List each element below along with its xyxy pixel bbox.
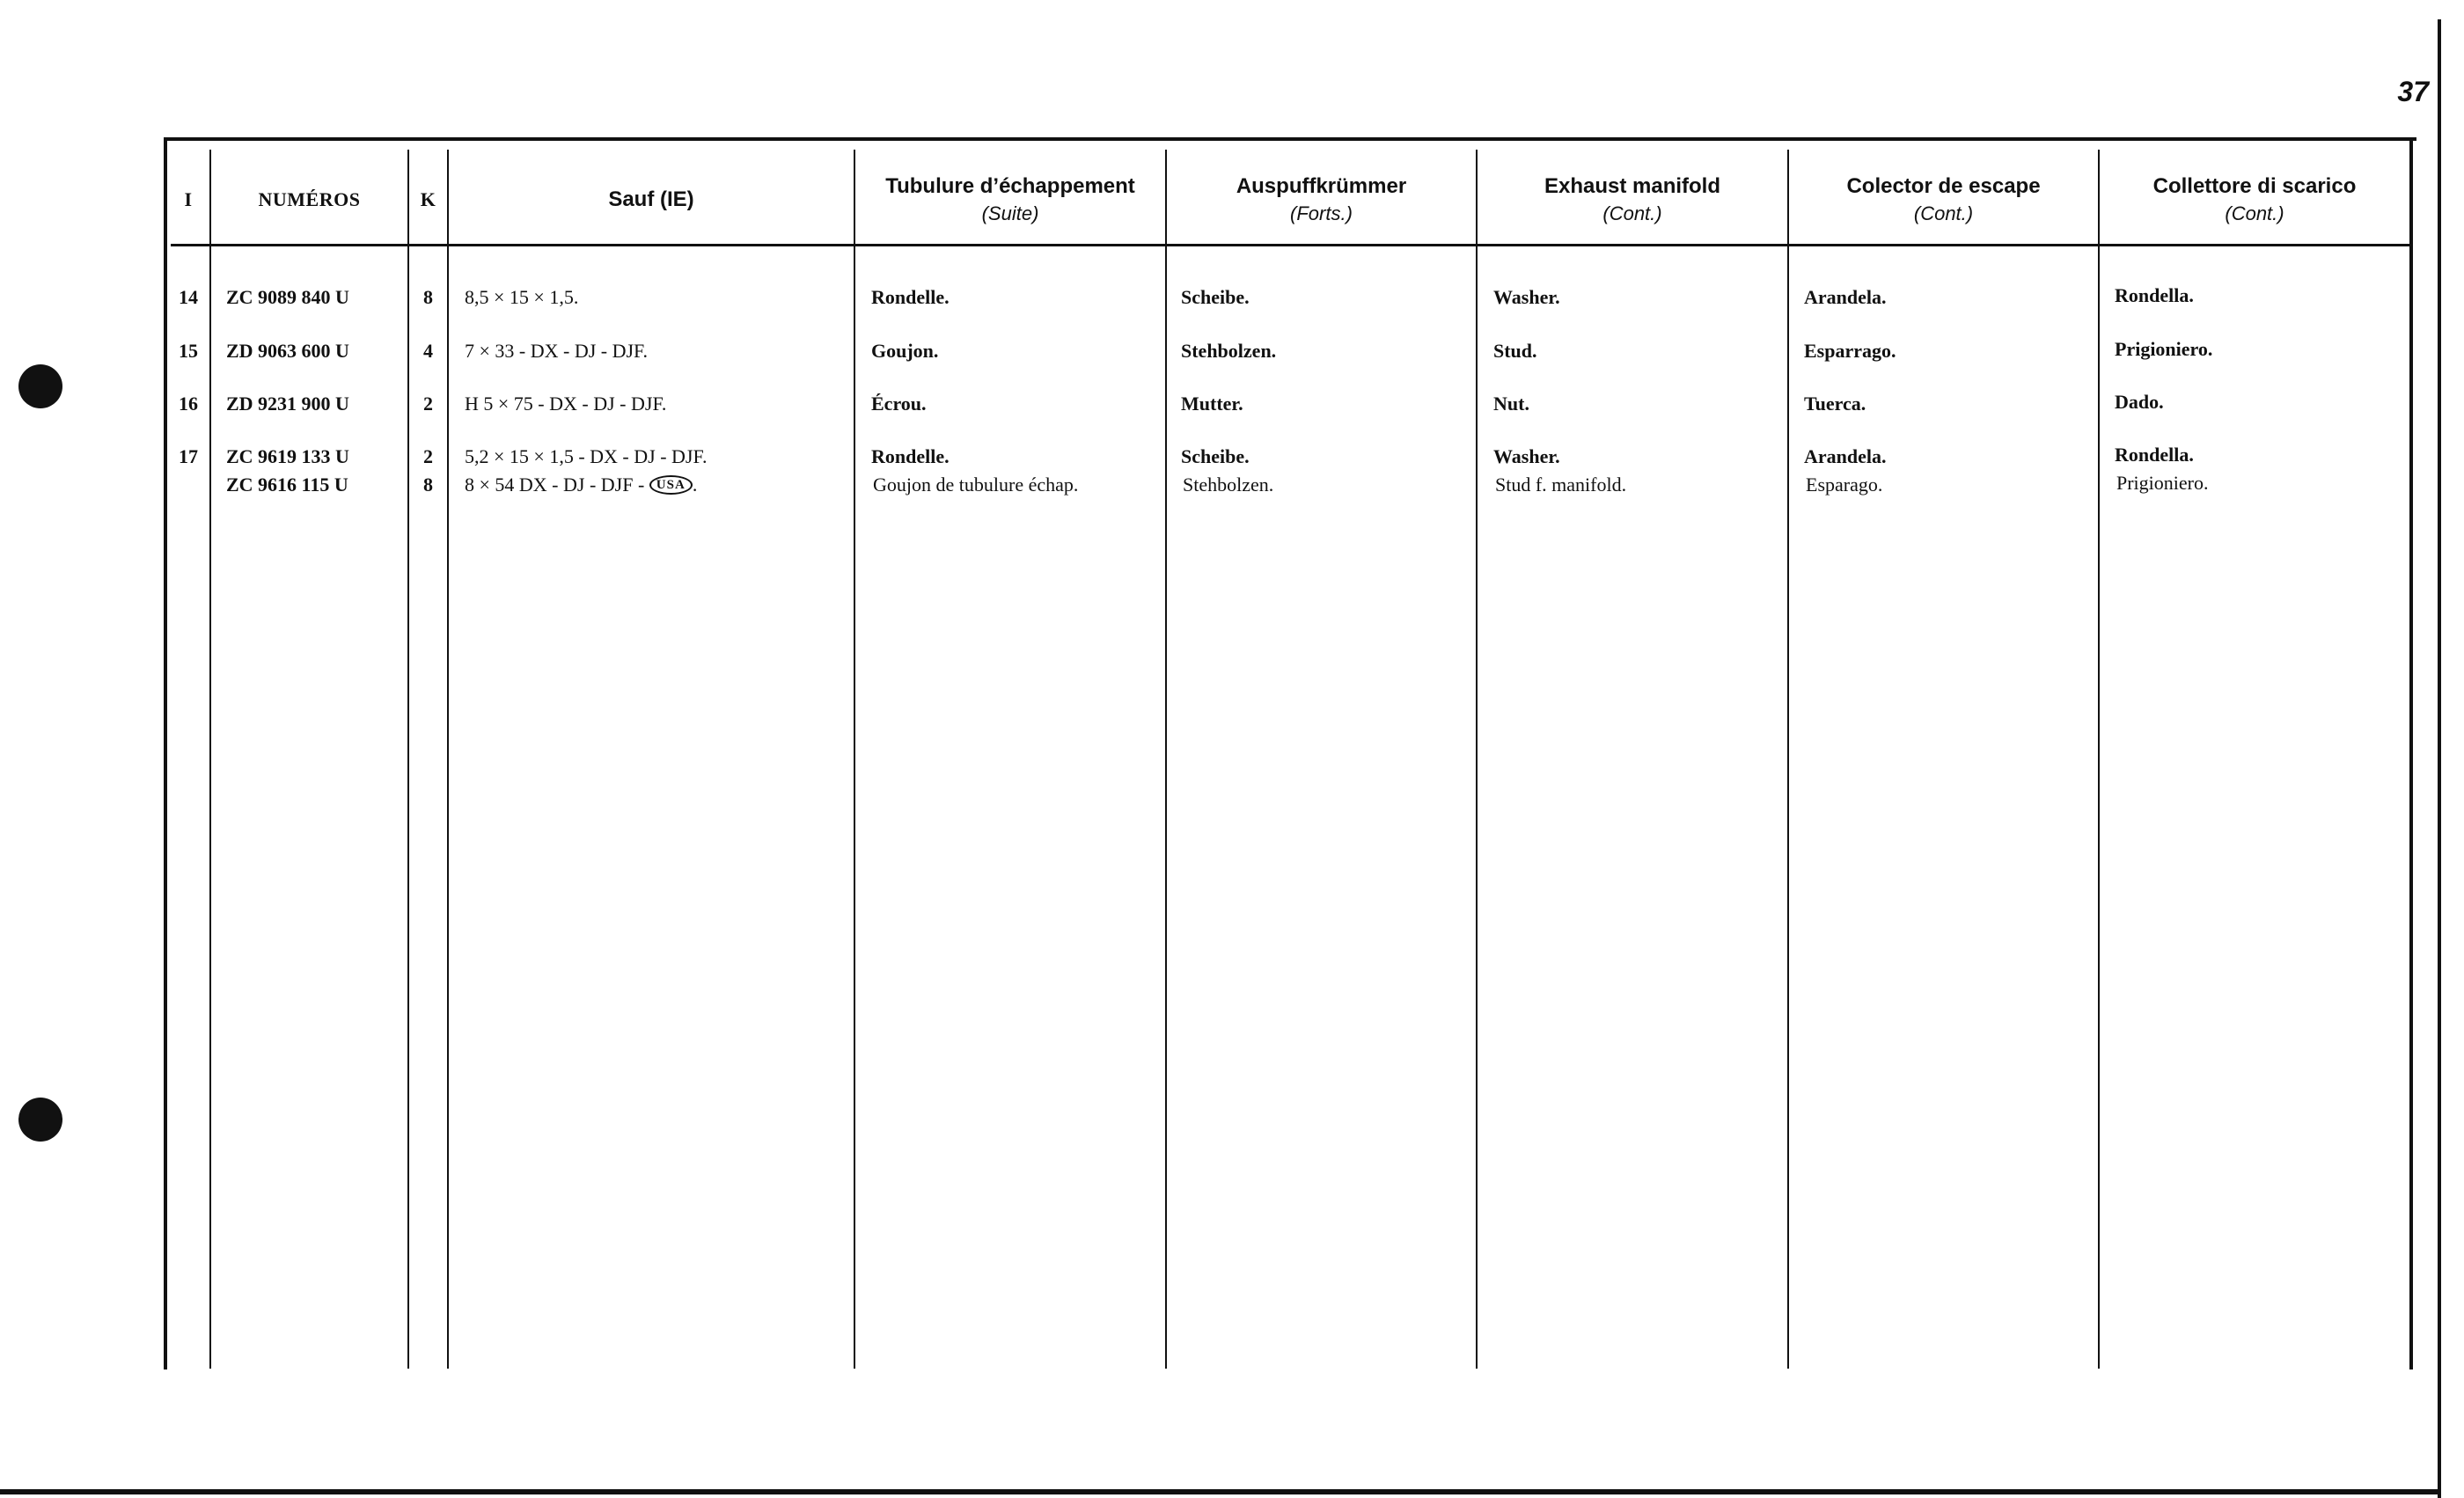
header-it-title: Collettore di scarico xyxy=(2152,174,2357,198)
header-fr-title: Tubulure d’échappement xyxy=(885,174,1135,198)
exception-spec: 7 × 33 - DX - DJ - DJF. xyxy=(465,340,649,362)
col-separator xyxy=(209,150,211,1369)
desc-en: Washer. xyxy=(1493,445,1560,467)
header-es-title: Colector de escape xyxy=(1846,174,2041,198)
col-separator xyxy=(1787,150,1789,1369)
header-de-title: Auspuffkrümmer xyxy=(1236,174,1407,198)
header-it xyxy=(2100,155,2409,245)
row-index: 14 xyxy=(179,286,198,308)
desc-es: Tuerca. xyxy=(1804,393,1866,415)
col-separator xyxy=(447,150,449,1369)
part-number: ZD 9063 600 U xyxy=(226,340,349,362)
usa-badge: USA xyxy=(649,475,693,495)
header-i-label: I xyxy=(184,188,193,210)
desc-en: Stud. xyxy=(1493,340,1537,362)
header-de-sub: (Forts.) xyxy=(1290,202,1353,224)
col-separator xyxy=(1476,150,1478,1369)
col-separator xyxy=(407,150,409,1369)
row-index: 17 xyxy=(179,445,198,467)
page-number: 37 xyxy=(2397,76,2429,107)
desc-it: Prigioniero. xyxy=(2115,338,2213,360)
quantity: 8 xyxy=(423,474,433,496)
header-k xyxy=(409,155,447,245)
header-i xyxy=(167,155,209,245)
col-separator xyxy=(854,150,855,1369)
desc-it: Rondella. xyxy=(2115,444,2194,466)
header-sauf xyxy=(449,155,854,245)
desc-fr: Rondelle. xyxy=(871,286,950,308)
quantity: 8 xyxy=(423,286,433,308)
desc-fr: Écrou. xyxy=(871,393,927,415)
col-separator xyxy=(2098,150,2100,1369)
exception-spec-text: 8 × 54 DX - DJ - DJF - xyxy=(465,474,649,496)
desc-de: Stehbolzen. xyxy=(1183,474,1274,496)
exception-spec: H 5 × 75 - DX - DJ - DJF. xyxy=(465,393,667,415)
desc-de: Scheibe. xyxy=(1181,445,1250,467)
col-separator xyxy=(1165,150,1167,1369)
header-sauf-label: Sauf (IE) xyxy=(608,187,694,211)
punch-hole-bottom xyxy=(18,1098,62,1142)
quantity: 2 xyxy=(423,445,433,467)
desc-es: Arandela. xyxy=(1804,445,1887,467)
header-es-sub: (Cont.) xyxy=(1913,202,1974,224)
page-bottom-edge xyxy=(0,1489,2441,1494)
exception-spec-tail: . xyxy=(692,474,698,496)
desc-es: Arandela. xyxy=(1804,286,1887,308)
page-right-edge xyxy=(2438,19,2441,1498)
row-index: 15 xyxy=(179,340,198,362)
table-top-border xyxy=(164,137,2416,141)
table-left-border xyxy=(164,137,167,1369)
desc-fr: Goujon. xyxy=(871,340,939,362)
header-es xyxy=(1789,155,2098,245)
header-numeros xyxy=(211,155,407,245)
exception-spec: 8,5 × 15 × 1,5. xyxy=(465,286,579,308)
quantity: 4 xyxy=(423,340,433,362)
desc-en: Nut. xyxy=(1493,393,1529,415)
desc-fr: Rondelle. xyxy=(871,445,950,467)
header-en-title: Exhaust manifold xyxy=(1544,174,1721,198)
desc-de: Scheibe. xyxy=(1181,286,1250,308)
row-index: 16 xyxy=(179,393,198,415)
header-en xyxy=(1478,155,1787,245)
desc-en: Stud f. manifold. xyxy=(1495,474,1627,496)
part-number: ZC 9616 115 U xyxy=(226,474,348,496)
part-number: ZD 9231 900 U xyxy=(226,393,349,415)
part-number: ZC 9089 840 U xyxy=(226,286,349,308)
exception-spec xyxy=(465,472,697,498)
desc-it: Rondella. xyxy=(2115,284,2194,306)
desc-en: Washer. xyxy=(1493,286,1560,308)
table-right-border xyxy=(2409,137,2413,1369)
exception-spec: 5,2 × 15 × 1,5 - DX - DJ - DJF. xyxy=(465,445,708,467)
header-fr xyxy=(855,155,1165,245)
desc-es: Esparrago. xyxy=(1804,340,1896,362)
header-it-sub: (Cont.) xyxy=(2225,202,2284,224)
header-de xyxy=(1167,155,1476,245)
header-k-label: K xyxy=(420,188,436,210)
header-fr-sub: (Suite) xyxy=(981,202,1039,224)
desc-de: Mutter. xyxy=(1181,393,1243,415)
punch-hole-top xyxy=(18,364,62,408)
desc-de: Stehbolzen. xyxy=(1181,340,1277,362)
desc-es: Esparago. xyxy=(1806,474,1883,496)
quantity: 2 xyxy=(423,393,433,415)
header-numeros-label: NUMÉROS xyxy=(258,188,361,210)
part-number: ZC 9619 133 U xyxy=(226,445,349,467)
desc-it: Prigioniero. xyxy=(2116,472,2209,494)
desc-fr: Goujon de tubulure échap. xyxy=(873,474,1079,496)
desc-it: Dado. xyxy=(2115,391,2164,413)
header-en-sub: (Cont.) xyxy=(1602,202,1662,224)
